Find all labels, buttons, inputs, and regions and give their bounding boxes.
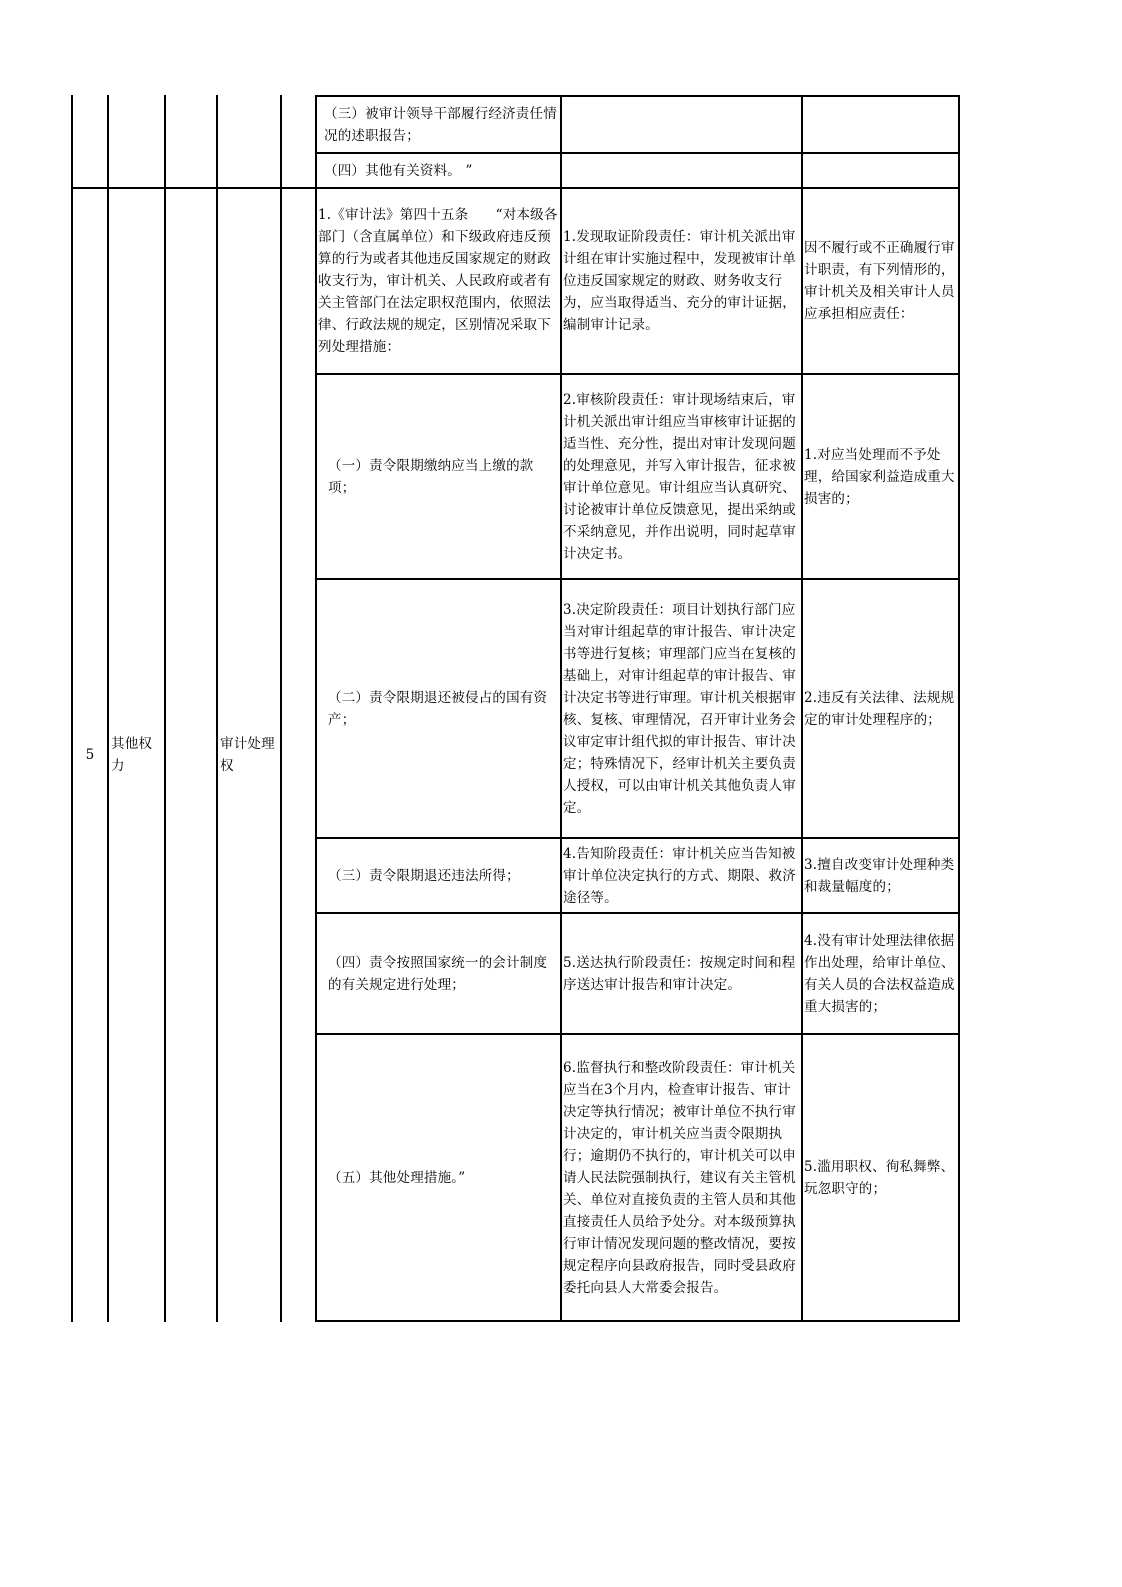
grid-line (107, 95, 109, 1322)
table-cell-responsibility: 5.送达执行阶段责任：按规定时间和程序送达审计报告和审计决定。 (563, 954, 796, 993)
table-cell-basis: （四）其他有关资料。 ” (324, 162, 473, 179)
table-cell-responsibility: 2.审核阶段责任：审计现场结束后，审计机关派出审计组应当审核审计证据的适当性、充分性，提出对审计发现问题的处理意见，并写入审计报告，征求被审计单位意见。审计组应当认真研究、讨论被审计单位反馈意见，提出采纳或不采纳意见，并作出说明，同时起草审计决定书。 (563, 391, 796, 562)
table-cell-basis: （三）责令限期退还违法所得； (328, 867, 520, 884)
table-cell-basis: （二）责令限期退还被侵占的国有资产； (328, 689, 548, 728)
grid-line (560, 95, 562, 1322)
table-cell-accountability: 2.违反有关法律、法规规定的审计处理程序的； (804, 689, 955, 728)
table-cell-responsibility: 3.决定阶段责任：项目计划执行部门应当对审计组起草的审计报告、审计决定书等进行复核；审理部门应当在复核的基础上，对审计组起草的审计报告、审计决定书等进行审理。审计机关根据审核、复核、审理情况，召开审计业务会议审定审计组代拟的审计报告、审计决定；特殊情况下，经审计机关主要负责人授权，可以由审计机关其他负责人审定。 (563, 601, 796, 816)
grid-line (216, 95, 218, 1322)
power-type: 其他权力 (111, 735, 153, 774)
table-cell-accountability: 1.对应当处理而不予处理，给国家利益造成重大损害的； (804, 446, 955, 507)
seq-number: 5 (85, 746, 95, 763)
table-cell-accountability: 5.滥用职权、徇私舞弊、玩忽职守的； (804, 1158, 955, 1197)
grid-line (164, 95, 166, 1322)
grid-line (280, 95, 282, 1322)
grid-line (958, 95, 960, 1322)
table-cell-basis: （三）被审计领导干部履行经济责任情况的述职报告； (324, 105, 557, 144)
grid-line (315, 1320, 960, 1322)
table-cell-accountability: 因不履行或不正确履行审计职责，有下列情形的，审计机关及相关审计人员应承担相应责任： (804, 240, 955, 322)
item-name: 审计处理权 (220, 735, 275, 774)
table-cell-basis: （五）其他处理措施。” (328, 1169, 466, 1186)
table-cell-accountability: 4.没有审计处理法律依据作出处理，给审计单位、有关人员的合法权益造成重大损害的； (804, 932, 955, 1015)
table-cell-basis: （四）责令按照国家统一的会计制度的有关规定进行处理； (328, 954, 548, 993)
grid-line (801, 95, 803, 1322)
table-cell-responsibility: 1.发现取证阶段责任：审计机关派出审计组在审计实施过程中，发现被审计单位违反国家规定的财政、财务收支行为，应当取得适当、充分的审计证据，编制审计记录。 (563, 229, 796, 333)
table-cell-basis: 1.《审计法》第四十五条 “对本级各部门（含直属单位）和下级政府违反预算的行为或者其他违反国家规定的财政收支行为，审计机关、人民政府或者有关主管部门在法定职权范围内，依照法律、行政法规的规定，区别情况采取下列处理措施： (318, 207, 558, 355)
grid-line (315, 95, 317, 1322)
table-cell-responsibility: 6.监督执行和整改阶段责任：审计机关应当在3个月内，检查审计报告、审计决定等执行情况；被审计单位不执行审计决定的，审计机关应当责令限期执行；逾期仍不执行的，审计机关可以申请人民法院强制执行，建议有关主管机关、单位对直接负责的主管人员和其他直接责任人员给予处分。对本级预算执行审计情况发现问题的整改情况，要按规定程序向县政府报告，同时受县政府委托向县人大常委会报告。 (563, 1059, 796, 1296)
table-cell-basis: （一）责令限期缴纳应当上缴的款项； (328, 457, 534, 496)
table-cell-accountability: 3.擅自改变审计处理种类和裁量幅度的； (804, 856, 955, 895)
table-cell-responsibility: 4.告知阶段责任：审计机关应当告知被审计单位决定执行的方式、期限、救济途径等。 (563, 845, 796, 906)
